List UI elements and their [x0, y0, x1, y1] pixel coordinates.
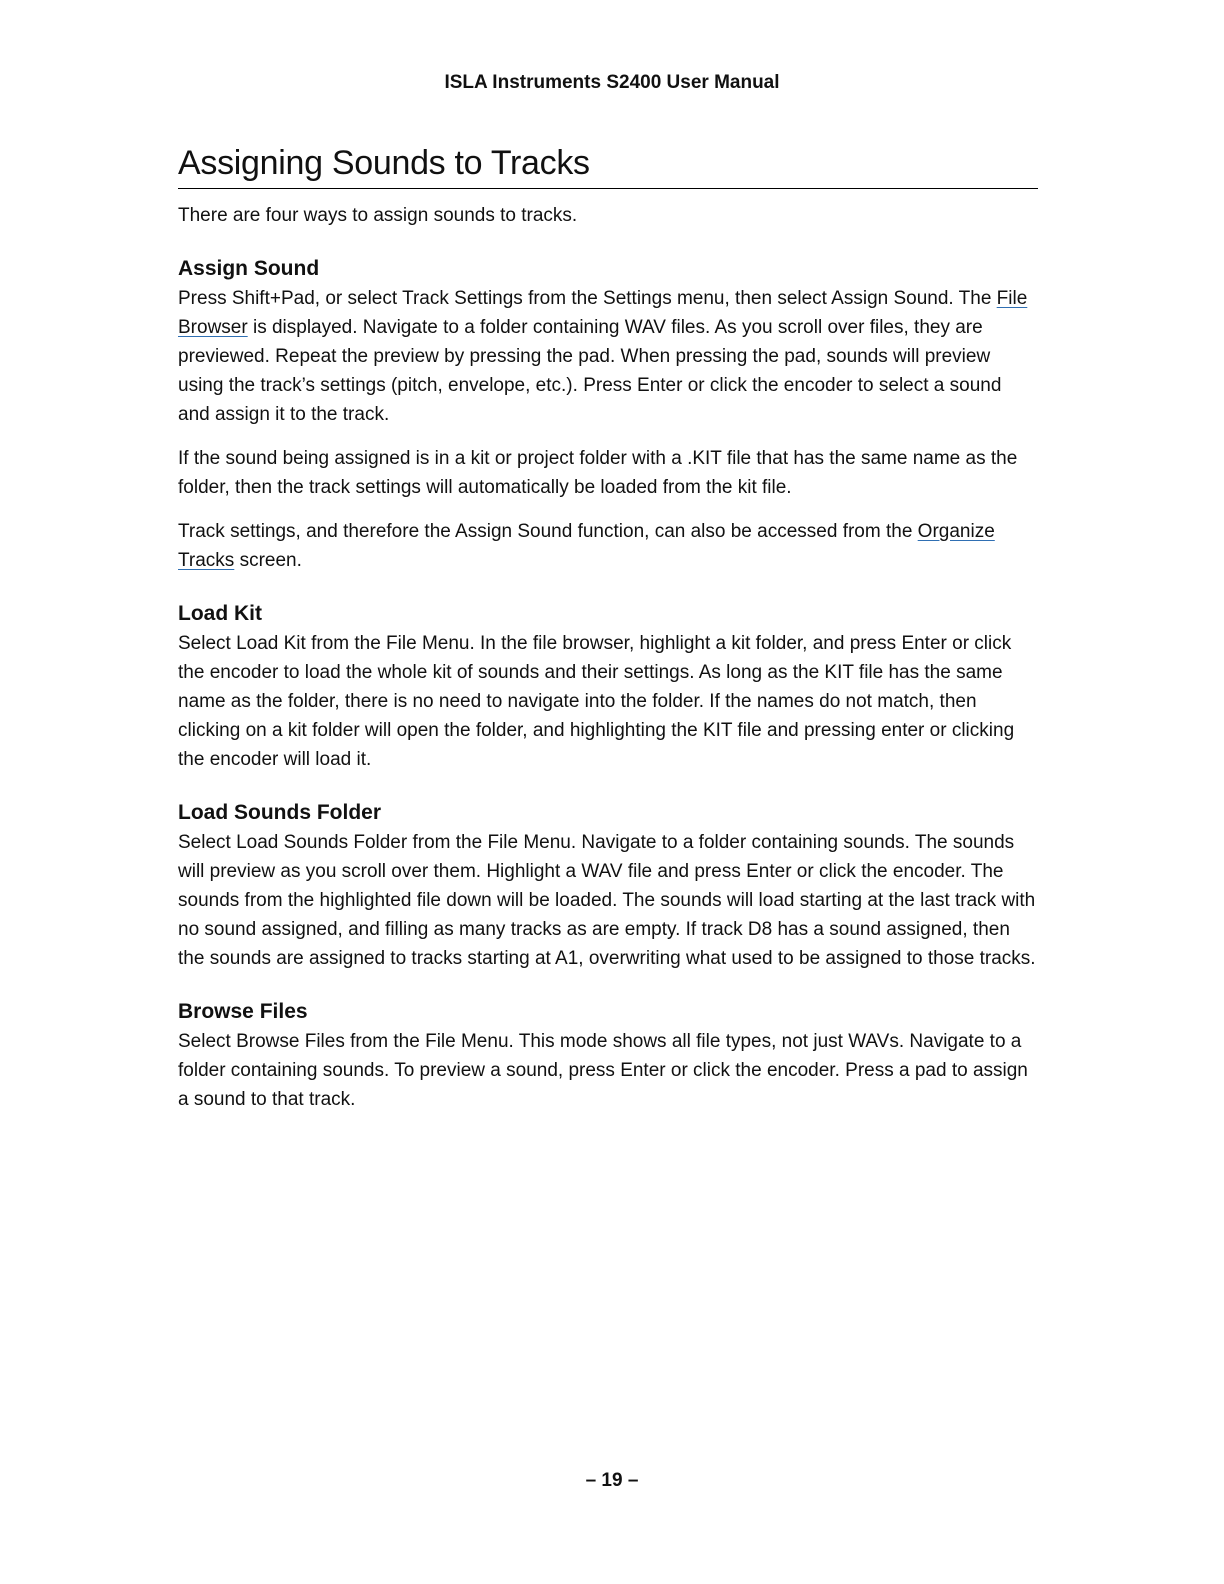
text-span: screen. — [234, 550, 302, 571]
page-number: – 19 – — [585, 1470, 639, 1491]
section-heading: Browse Files — [178, 1000, 308, 1023]
file-browser-link[interactable]: File Browser — [178, 288, 1028, 338]
section-browse-files — [178, 997, 1038, 1114]
paragraph: If the sound being assigned is in a kit or project folder with a .KIT file that has the same name as the folder, then the track settings will automatically be loaded from the kit file. — [178, 448, 1018, 498]
text-span: Track settings, and therefore the Assign Sound function, can also be accessed from the — [178, 521, 918, 542]
section-load-sounds-folder — [178, 798, 1038, 973]
intro-paragraph: There are four ways to assign sounds to tracks. — [178, 205, 578, 226]
text-span: Press Shift+Pad, or select Track Settings from the Settings menu, then select Assign Sound. The — [178, 288, 997, 309]
running-header: ISLA Instruments S2400 User Manual — [444, 72, 780, 93]
section-heading: Load Kit — [178, 602, 262, 625]
paragraph: Select Load Sounds Folder from the File Menu. Navigate to a folder containing sounds. The sounds will preview as you scroll over them. Highlight a WAV file and press Enter or click the encoder. The sounds from the highlighted file down will be loaded. The sounds will load starting at the last track with no sound assigned, and filling as many tracks as are empty. If track D8 has a sound assigned, then the sounds are assigned to tracks starting at A1, overwriting what used to be assigned to those tracks. — [178, 832, 1036, 969]
paragraph — [178, 284, 1038, 429]
paragraph: Select Browse Files from the File Menu. This mode shows all file types, not just WAVs. Navigate to a folder containing sounds. To preview a sound, press Enter or click the encoder. Press a pad to assign a sound to that track. — [178, 1031, 1028, 1110]
paragraph: Select Load Kit from the File Menu. In the file browser, highlight a kit folder, and press Enter or click the encoder to load the whole kit of sounds and their settings. As long as the KIT file has the same name as the folder, there is no need to navigate into the folder. If the names do not match, then clicking on a kit folder will open the folder, and highlighting the KIT file and pressing enter or clicking the encoder will load it. — [178, 633, 1015, 770]
section-heading: Load Sounds Folder — [178, 801, 381, 824]
organize-tracks-link[interactable]: Organize Tracks — [178, 521, 995, 571]
section-assign-sound — [178, 254, 1038, 575]
page-content — [178, 140, 1038, 1114]
section-heading: Assign Sound — [178, 257, 320, 280]
section-load-kit — [178, 599, 1038, 774]
text-span: is displayed. Navigate to a folder containing WAV files. As you scroll over files, they are previewed. Repeat the preview by pressing the pad. When pressing the pad, sounds will preview using the track’s settings (pitch, envelope, etc.). Press Enter or click the encoder to select a sound and assign it to the track. — [178, 317, 1002, 425]
paragraph — [178, 517, 1038, 575]
page-title: Assigning Sounds to Tracks — [178, 140, 1038, 189]
